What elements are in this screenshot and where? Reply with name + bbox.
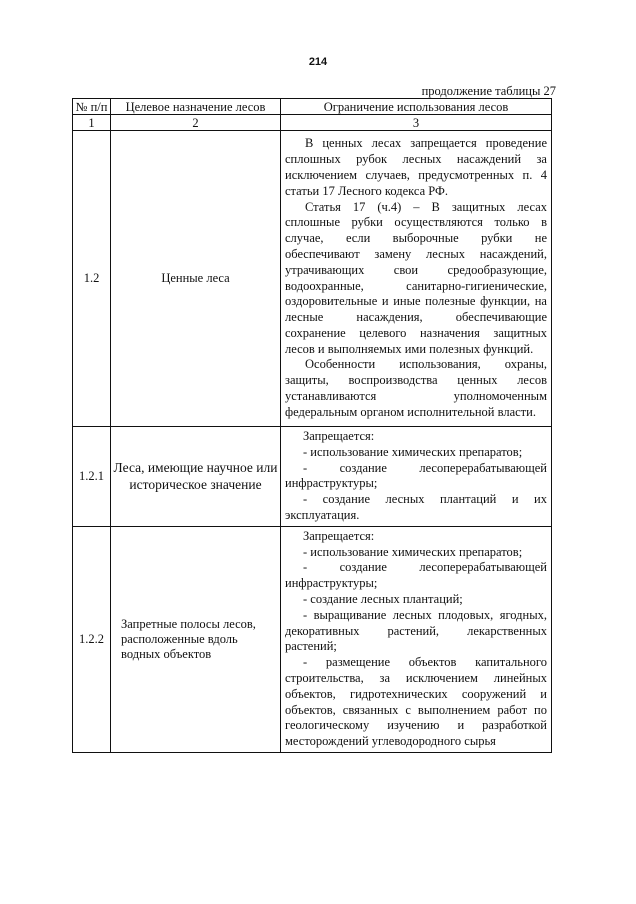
restriction-paragraph: Статья 17 (ч.4) – В защитных лесах сплошные рубки осуществляются только в случае, если выборочные рубки не обеспечивают замену лесных насаждений, утрачивающих свои средообразующие, водоохранные, санитарно-гигиенические, оздоровительные и иные полезные функции, на лесные насаждения, обеспечивающие сохранение целевого назначения защитных лесов и выполняемых ими полезных функций. (285, 199, 547, 356)
table-row (73, 131, 552, 427)
restriction-paragraph: - создание лесных плантаций; (303, 591, 463, 606)
header-restriction: Ограничение использования лесов (281, 99, 552, 115)
restriction-paragraph: В ценных лесах запрещается проведение сплошных рубок лесных насаждений за исключением случаев, предусмотренных п. 4 статьи 17 Лесного кодекса РФ. (285, 136, 547, 198)
restriction-paragraph: Запрещается: (303, 429, 375, 443)
restriction-paragraph: - размещение объектов капитального строительства, за исключением линейных объектов, гидротехнических сооружений и объектов, связанных с выполнением работ по геологическому изучению и разработкой месторождений углеводородного сырья (285, 655, 547, 749)
page-number: 214 (308, 56, 328, 68)
row-number: 1.2.2 (73, 526, 111, 752)
restriction-paragraph: - создание лесных плантаций и их эксплуатация. (285, 492, 547, 522)
row-number: 1.2 (73, 131, 111, 427)
column-number-2: 2 (111, 115, 281, 131)
restriction-paragraph: Особенности использования, охраны, защиты, воспроизводства ценных лесов устанавливаются уполномоченным федеральным органом исполнительной власти. (285, 357, 547, 419)
table-row (73, 427, 552, 527)
restriction-paragraph: Запрещается: (303, 528, 375, 543)
row-restriction (281, 427, 552, 527)
restriction-paragraph: - создание лесоперерабатывающей инфраструктуры; (285, 560, 547, 591)
table-column-numbers-row (73, 115, 552, 131)
row-purpose: Леса, имеющие научное или историческое значение (111, 427, 281, 527)
restriction-paragraph: - создание лесоперерабатывающей инфраструктуры; (285, 460, 547, 491)
row-restriction (281, 526, 552, 752)
header-number: № п/п (73, 99, 111, 115)
row-purpose: Ценные леса (111, 131, 281, 427)
restriction-paragraph: - выращивание лесных плодовых, ягодных, декоративных растений, лекарственных растений; (285, 607, 547, 654)
column-number-1: 1 (73, 115, 111, 131)
header-purpose: Целевое назначение лесов (111, 99, 281, 115)
row-restriction (281, 131, 552, 427)
restriction-paragraph: - использование химических препаратов; (303, 444, 523, 459)
table-continuation-label: продолжение таблицы 27 (421, 84, 556, 98)
table-header-row (73, 99, 552, 115)
column-number-3: 3 (281, 115, 552, 131)
table-row (73, 526, 552, 752)
row-purpose: Запретные полосы лесов, расположенные вдоль водных объектов (111, 526, 281, 752)
row-number: 1.2.1 (73, 427, 111, 527)
restriction-paragraph: - использование химических препаратов; (303, 544, 523, 559)
restrictions-table (72, 98, 552, 753)
